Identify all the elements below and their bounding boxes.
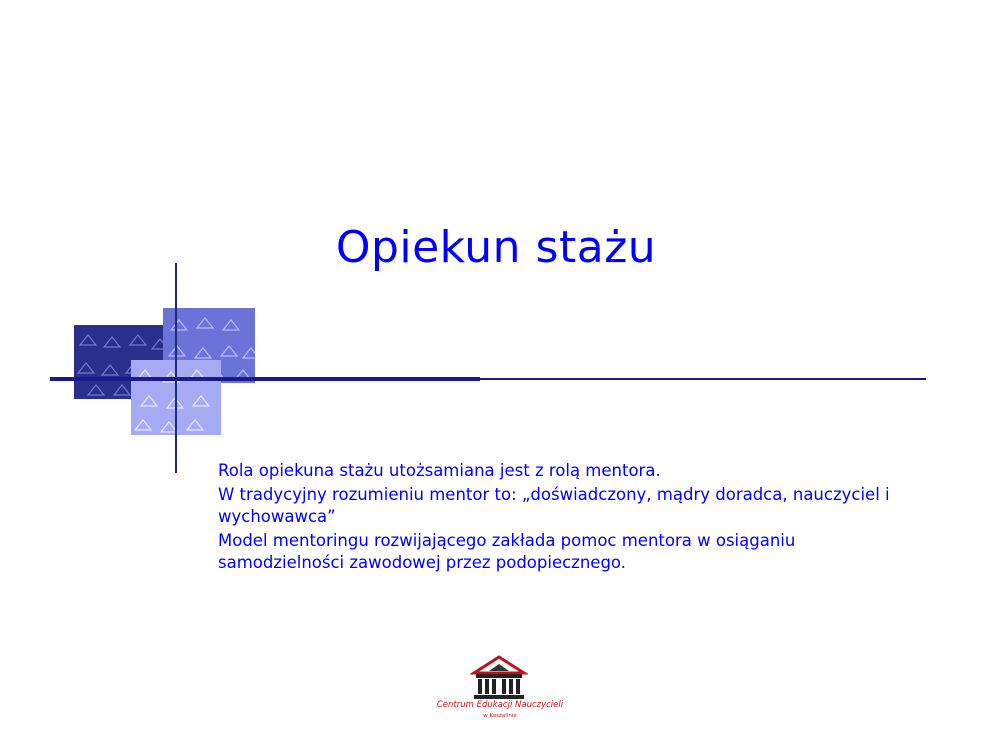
paragraph-definition: W tradycyjny rozumieniu mentor to: „doświadczony, mądry doradca, nauczyciel i wychowawca”	[218, 485, 890, 526]
paragraph-model: Model mentoringu rozwijającego zakłada pomoc mentora w osiąganiu samodzielności zawodowej przez podopiecznego.	[218, 531, 796, 572]
logo	[430, 655, 570, 725]
decorative-vertical-line	[175, 263, 177, 473]
slide-body	[218, 460, 908, 576]
school-building-icon	[470, 655, 528, 701]
logo-city: w Koszalinie	[483, 713, 517, 719]
paragraph-role: Rola opiekuna stażu utożsamiana jest z rolą mentora.	[218, 461, 661, 480]
decorative-horizontal-line-thick	[50, 377, 480, 381]
slide-title: Opiekun stażu	[335, 222, 657, 273]
logo-name: Centrum Edukacji Nauczycieli	[436, 700, 564, 710]
decorative-horizontal-line-thin	[480, 378, 926, 380]
